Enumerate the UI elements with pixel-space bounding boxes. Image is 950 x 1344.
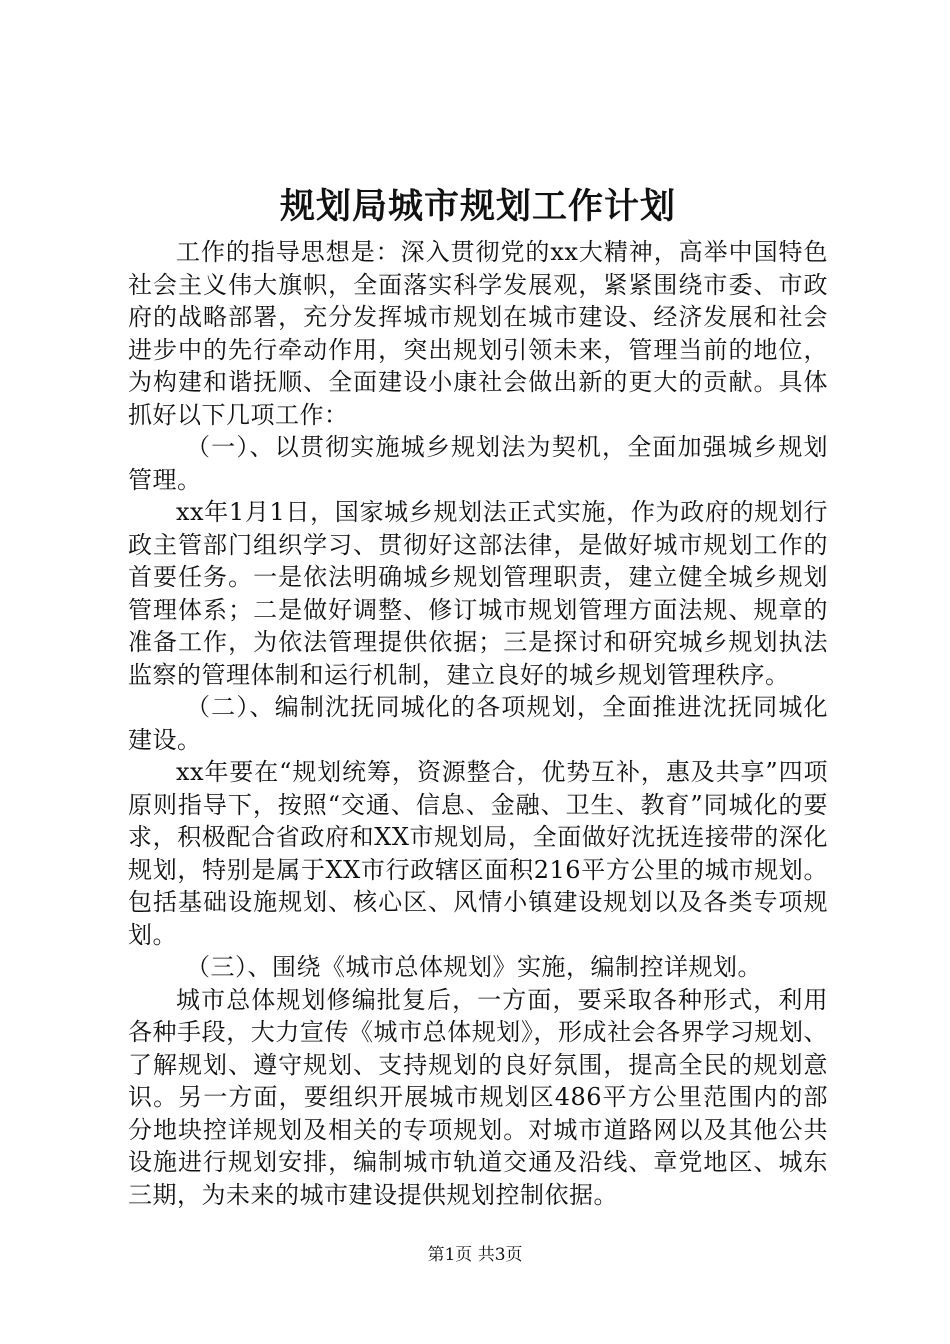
section-heading-3: （三）、围绕《城市总体规划》实施，编制控详规划。 (186, 953, 762, 981)
section-heading-1: （一）、以贯彻实施城乡规划法为契机，全面加强城乡规划管理。 (128, 433, 828, 494)
section-heading-2: （二）、编制沈抚同城化的各项规划，全面推进沈抚同城化建设。 (128, 693, 828, 754)
page-footer: 第1页 共3页 (427, 1245, 523, 1265)
paragraph-guiding-ideology: 工作的指导思想是：深入贯彻党的xx大精神，高举中国特色社会主义伟大旗帜，全面落实科学发展观，紧紧围绕市委、市政府的战略部署，充分发挥城市规划在城市建设、经济发展和社会进步中的先行牵动作用，突出规划引领未来，管理当前的地位，为构建和谐抚顺、全面建设小康社会做出新的更大的贡献。具体抓好以下几项工作： (128, 238, 828, 429)
document-body (128, 182, 828, 1211)
paragraph-section-2: xx年要在“规划统筹，资源整合，优势互补，惠及共享”四项原则指导下，按照“交通、信息、金融、卫生、教育”同城化的要求，积极配合省政府和XX市规划局，全面做好沈抚连接带的深化规划，特别是属于XX市行政辖区面积216平方公里的城市规划。包括基础设施规划、核心区、风情小镇建设规划以及各类专项规划。 (128, 758, 828, 949)
paragraph-section-1: xx年1月1日，国家城乡规划法正式实施，作为政府的规划行政主管部门组织学习、贯彻好这部法律，是做好城市规划工作的首要任务。一是依法明确城乡规划管理职责，建立健全城乡规划管理体系；二是做好调整、修订城市规划管理方面法规、规章的准备工作，为依法管理提供依据；三是探讨和研究城乡规划执法监察的管理体制和运行机制，建立良好的城乡规划管理秩序。 (128, 498, 828, 689)
paragraph-section-3: 城市总体规划修编批复后，一方面，要采取各种形式，利用各种手段，大力宣传《城市总体规划》，形成社会各界学习规划、了解规划、遵守规划、支持规划的良好氛围，提高全民的规划意识。另一方面，要组织开展城市规划区486平方公里范围内的部分地块控详规划及相关的专项规划。对城市道路网以及其他公共设施进行规划安排，编制城市轨道交通及沿线、章党地区、城东三期，为未来的城市建设提供规划控制依据。 (128, 985, 828, 1209)
document-title: 规划局城市规划工作计划 (279, 186, 676, 227)
